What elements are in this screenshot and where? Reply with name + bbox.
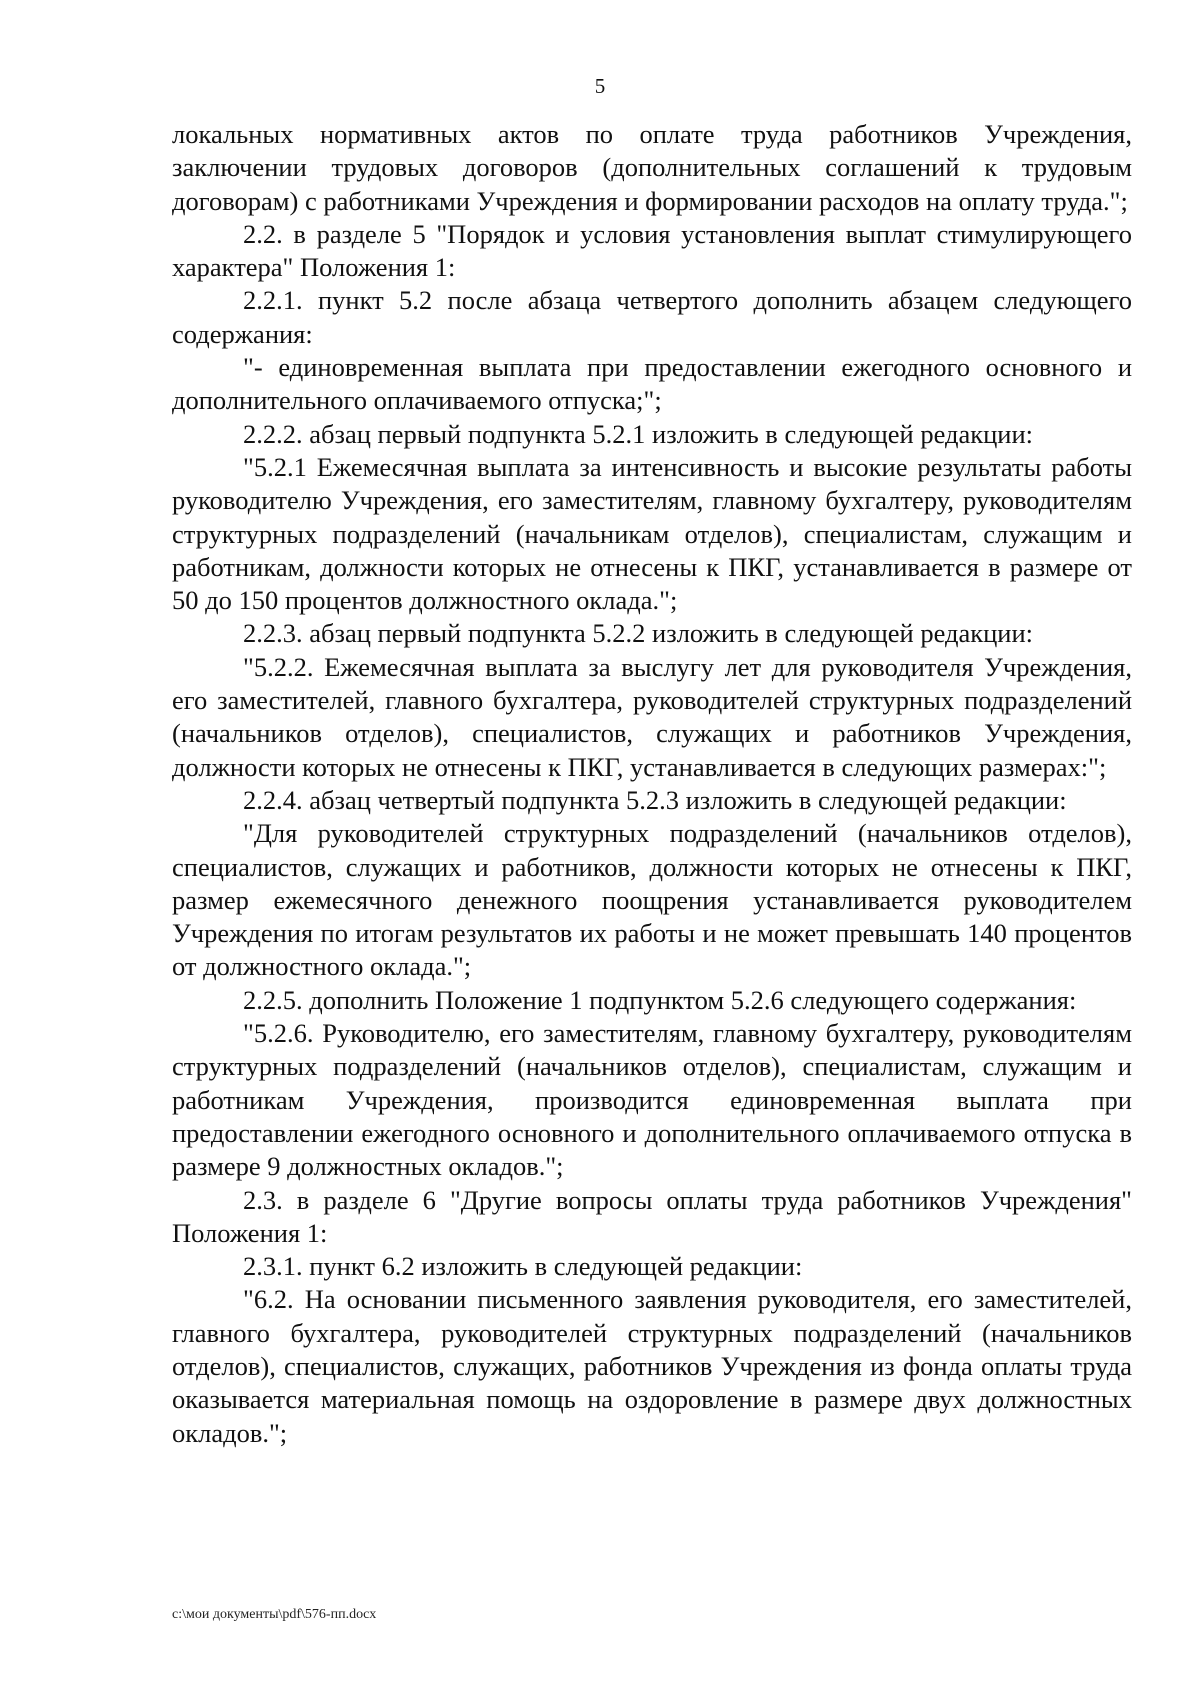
paragraph: 2.3.1. пункт 6.2 изложить в следующей редакции: (243, 1251, 803, 1282)
paragraph: "6.2. На основании письменного заявления руководителя, его заместителей, главного бухгалтера, руководителей структурных подразделений (начальников отделов), специалистов, служащих, работников Учреждения из фонда оплаты труда оказывается материальная помощь на оздоровление в размере двух должностных окладов."; (172, 1284, 1132, 1448)
footer-file-path: c:\мои документы\pdf\576-пп.docx (172, 1607, 377, 1622)
page-number: 5 (594, 74, 606, 98)
paragraph: 2.3. в разделе 6 "Другие вопросы оплаты труда работников Учреждения" Положения 1: (172, 1184, 1132, 1248)
paragraph: "- единовременная выплата при предоставлении ежегодного основного и дополнительного оплачиваемого отпуска;"; (172, 352, 1132, 416)
paragraph: "Для руководителей структурных подразделений (начальников отделов), специалистов, служащих и работников, должности которых не отнесены к ПКГ, размер ежемесячного денежного поощрения устанавливается руководителем Учреждения по итогам результатов их работы и не может превышать 140 процентов от должностного оклада."; (172, 818, 1132, 982)
paragraph: 2.2.2. абзац первый подпункта 5.2.1 изложить в следующей редакции: (243, 418, 1034, 449)
paragraph: 2.2.4. абзац четвертый подпункта 5.2.3 изложить в следующей редакции: (243, 784, 1067, 815)
paragraph: 2.2.1. пункт 5.2 после абзаца четвертого дополнить абзацем следующего содержания: (172, 285, 1132, 349)
paragraph: 2.2.3. абзац первый подпункта 5.2.2 изложить в следующей редакции: (243, 618, 1034, 649)
paragraph: локальных нормативных актов по оплате труда работников Учреждения, заключении трудовых договоров (дополнительных соглашений к трудовым договорам) с работниками Учреждения и формировании расходов на оплату труда."; (172, 119, 1132, 216)
document-body (172, 118, 1132, 1450)
paragraph: "5.2.1 Ежемесячная выплата за интенсивность и высокие результаты работы руководителю Учреждения, его заместителям, главному бухгалтеру, руководителям структурных подразделений (начальникам отделов), специалистам, служащим и работникам, должности которых не отнесены к ПКГ, устанавливается в размере от 50 до 150 процентов должностного оклада."; (172, 451, 1132, 616)
paragraph: 2.2.5. дополнить Положение 1 подпунктом 5.2.6 следующего содержания: (243, 984, 1077, 1015)
paragraph: 2.2. в разделе 5 "Порядок и условия установления выплат стимулирующего характера" Положения 1: (172, 218, 1132, 283)
paragraph: "5.2.6. Руководителю, его заместителям, главному бухгалтеру, руководителям структурных подразделений (начальников отделов), специалистам, служащим и работникам Учреждения, производится единовременная выплата при предоставлении ежегодного основного и дополнительного оплачиваемого отпуска в размере 9 должностных окладов."; (172, 1018, 1132, 1182)
paragraph: "5.2.2. Ежемесячная выплата за выслугу лет для руководителя Учреждения, его заместителей, главного бухгалтера, руководителей структурных подразделений (начальников отделов), специалистов, служащих и работников Учреждения, должности которых не отнесены к ПКГ, устанавливается в следующих размерах:"; (172, 651, 1132, 782)
